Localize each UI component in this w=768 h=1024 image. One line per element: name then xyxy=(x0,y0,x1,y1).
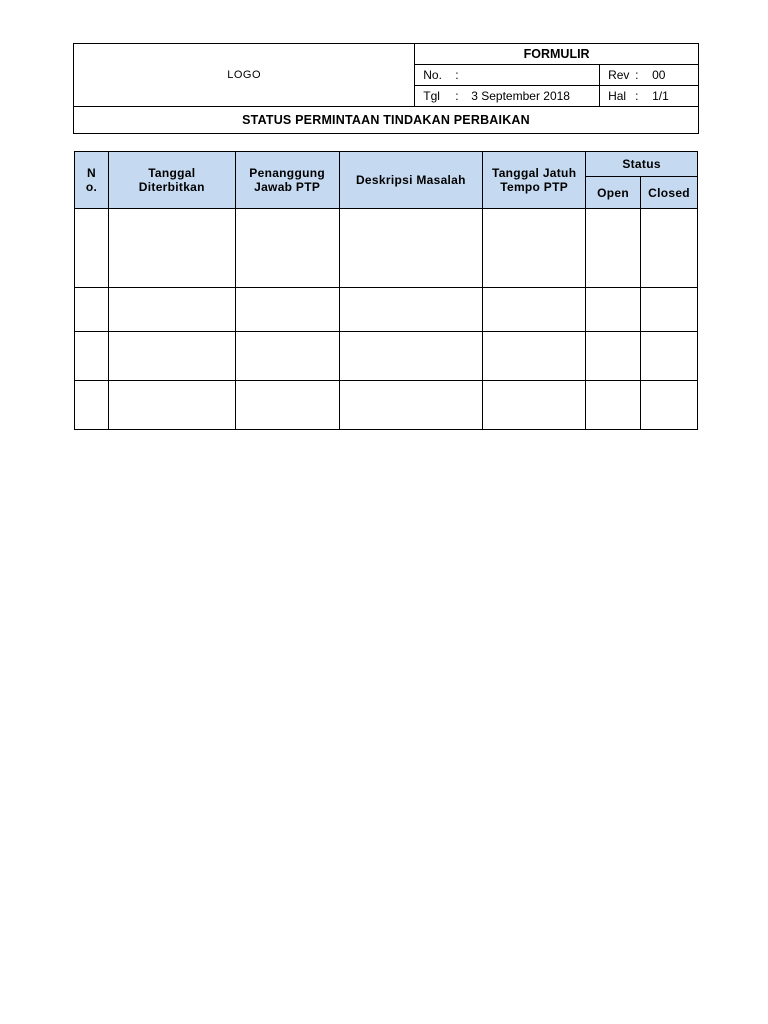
date-sep: : xyxy=(455,89,459,103)
revision-sep: : xyxy=(635,68,639,82)
table-cell[interactable] xyxy=(483,288,586,332)
status-table-body xyxy=(75,209,698,430)
document-title: STATUS PERMINTAAN TINDAKAN PERBAIKAN xyxy=(74,107,699,134)
table-cell[interactable] xyxy=(641,209,698,288)
table-row xyxy=(75,288,698,332)
table-cell[interactable] xyxy=(108,209,235,288)
revision-label: Rev xyxy=(608,68,630,82)
table-cell[interactable] xyxy=(641,288,698,332)
date-value: 3 September 2018 xyxy=(471,89,570,103)
table-cell[interactable] xyxy=(339,288,483,332)
table-cell[interactable] xyxy=(586,332,641,381)
table-cell[interactable] xyxy=(586,209,641,288)
column-header-tanggal-diterbitkan: Tanggal Diterbitkan xyxy=(108,152,235,209)
column-header-no: No. xyxy=(75,152,109,209)
table-cell[interactable] xyxy=(235,209,339,288)
table-cell[interactable] xyxy=(339,209,483,288)
form-type-label: FORMULIR xyxy=(415,44,699,65)
table-cell[interactable] xyxy=(339,381,483,430)
table-cell[interactable] xyxy=(586,288,641,332)
page-sep: : xyxy=(635,89,639,103)
table-cell[interactable] xyxy=(483,332,586,381)
table-cell[interactable] xyxy=(586,381,641,430)
column-header-deskripsi: Deskripsi Masalah xyxy=(339,152,483,209)
column-header-jatuh-tempo: Tanggal Jatuh Tempo PTP xyxy=(483,152,586,209)
table-row xyxy=(75,332,698,381)
column-header-open: Open xyxy=(586,177,641,209)
status-table xyxy=(74,151,698,430)
page-field xyxy=(600,86,699,107)
table-cell[interactable] xyxy=(339,332,483,381)
table-cell[interactable] xyxy=(483,209,586,288)
table-cell[interactable] xyxy=(483,381,586,430)
table-cell[interactable] xyxy=(235,288,339,332)
revision-value: 00 xyxy=(652,68,666,82)
table-cell[interactable] xyxy=(235,332,339,381)
table-row xyxy=(75,209,698,288)
column-header-closed: Closed xyxy=(641,177,698,209)
column-header-status: Status xyxy=(586,152,698,177)
page-label: Hal xyxy=(608,89,627,103)
table-cell[interactable] xyxy=(108,332,235,381)
doc-number-field xyxy=(415,65,600,86)
table-cell[interactable] xyxy=(108,288,235,332)
page-value: 1/1 xyxy=(652,89,669,103)
doc-number-sep: : xyxy=(455,68,459,82)
date-field xyxy=(415,86,600,107)
table-cell[interactable] xyxy=(235,381,339,430)
table-cell[interactable] xyxy=(108,381,235,430)
date-label: Tgl xyxy=(423,89,440,103)
table-cell[interactable] xyxy=(641,332,698,381)
revision-field xyxy=(600,65,699,86)
table-cell[interactable] xyxy=(75,332,109,381)
table-cell[interactable] xyxy=(641,381,698,430)
logo-placeholder: LOGO xyxy=(74,44,415,107)
table-row xyxy=(75,381,698,430)
table-cell[interactable] xyxy=(75,288,109,332)
document-header xyxy=(73,43,699,134)
table-cell[interactable] xyxy=(75,209,109,288)
table-cell[interactable] xyxy=(75,381,109,430)
doc-number-label: No. xyxy=(423,68,442,82)
column-header-penanggung-jawab: Penanggung Jawab PTP xyxy=(235,152,339,209)
